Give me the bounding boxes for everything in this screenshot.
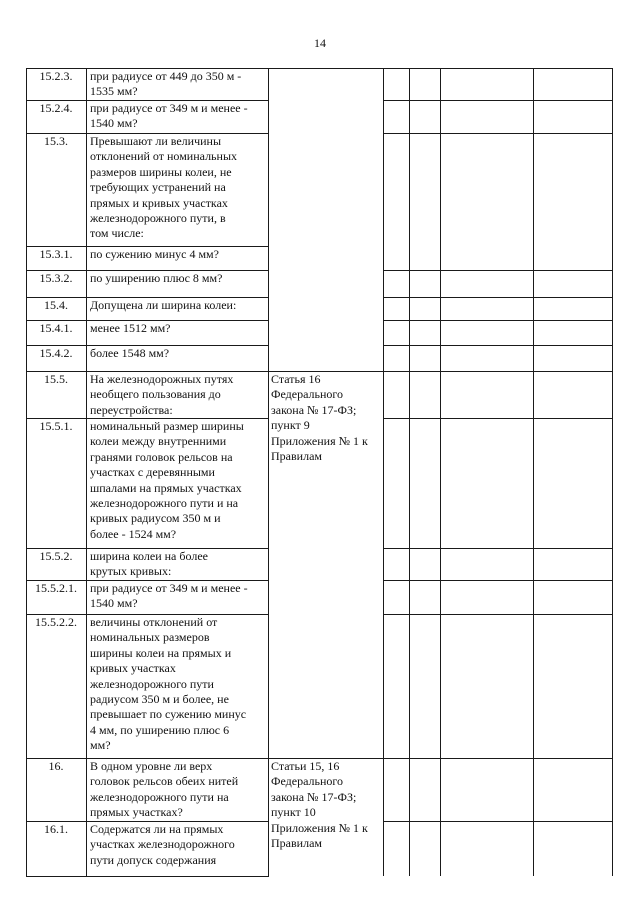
item-question: по уширению плюс 8 мм? (90, 271, 223, 285)
item-question: Превышают ли величины отклонений от номинальных размеров ширины колеи, не требующих устранений на прямых и кривых участках железнодорожного пути, в том числе: (90, 134, 238, 241)
item-number: 15.5.2.2. (35, 615, 77, 629)
check-row-border (383, 418, 613, 419)
item-question: при радиусе от 449 до 350 м - 1535 мм? (90, 69, 242, 99)
item-number: 15.2.4. (39, 101, 73, 115)
item-number: 15.3.1. (39, 247, 73, 261)
item-question: менее 1512 мм? (90, 321, 171, 335)
check-row-border (383, 100, 613, 101)
check-row-border (383, 580, 613, 581)
check-row-border (383, 758, 613, 759)
item-number: 15.4.1. (39, 321, 73, 335)
row-border (26, 876, 269, 877)
column-border (409, 68, 410, 876)
check-row-border (383, 270, 613, 271)
column-border (612, 68, 613, 876)
column-border (268, 68, 269, 876)
item-question: при радиусе от 349 м и менее - 1540 мм? (90, 101, 248, 131)
check-row-border (383, 133, 613, 134)
item-number: 15.5.1. (39, 419, 73, 433)
item-number: 16.1. (44, 822, 68, 836)
item-number: 16. (48, 759, 64, 773)
check-row-border (383, 297, 613, 298)
legal-reference: Статья 16 Федерального закона № 17-ФЗ; пункт 9 Приложения № 1 к Правилам (271, 372, 368, 464)
column-border (86, 68, 87, 876)
check-row-border (383, 821, 613, 822)
item-number: 15.5. (44, 372, 68, 386)
column-border (440, 68, 441, 876)
item-question: величины отклонений от номинальных размеров ширины колеи на прямых и кривых участках железнодорожного пути радиусом 350 м и более, не превышает по сужению минус 4 мм, по уширению плюс 6 мм? (90, 615, 247, 753)
check-row-border (383, 614, 613, 615)
check-row-border (383, 345, 613, 346)
item-question: Содержатся ли на прямых участках железнодорожного пути допуск содержания (90, 822, 235, 867)
check-row-border (383, 320, 613, 321)
item-question: номинальный размер ширины колеи между внутренними гранями головок рельсов на участках с деревянными шпалами на прямых участках железнодорожного пути и на кривых радиусом 350 м и более - 1524 мм? (90, 419, 244, 541)
item-question: по сужению минус 4 мм? (90, 247, 219, 261)
item-number: 15.4. (44, 298, 68, 312)
check-row-border (383, 548, 613, 549)
item-question: Допущена ли ширина колеи: (90, 298, 237, 312)
check-row-border (383, 371, 613, 372)
item-number: 15.4.2. (39, 346, 73, 360)
column-border (383, 68, 384, 876)
item-question: ширина колеи на более крутых кривых: (90, 549, 208, 579)
item-number: 15.5.2.1. (35, 581, 77, 595)
item-question: более 1548 мм? (90, 346, 170, 360)
item-number: 15.2.3. (39, 69, 73, 83)
item-question: В одном уровне ли верх головок рельсов обеих нитей железнодорожного пути на прямых участках? (90, 759, 239, 820)
item-question: На железнодорожных путях необщего пользования до переустройства: (90, 372, 234, 417)
item-number: 15.3. (44, 134, 68, 148)
item-number: 15.3.2. (39, 271, 73, 285)
legal-reference: Статьи 15, 16 Федерального закона № 17-ФЗ; пункт 10 Приложения № 1 к Правилам (271, 759, 368, 851)
item-question: при радиусе от 349 м и менее - 1540 мм? (90, 581, 248, 611)
column-border (533, 68, 534, 876)
page-number: 14 (314, 36, 326, 50)
item-number: 15.5.2. (39, 549, 73, 563)
